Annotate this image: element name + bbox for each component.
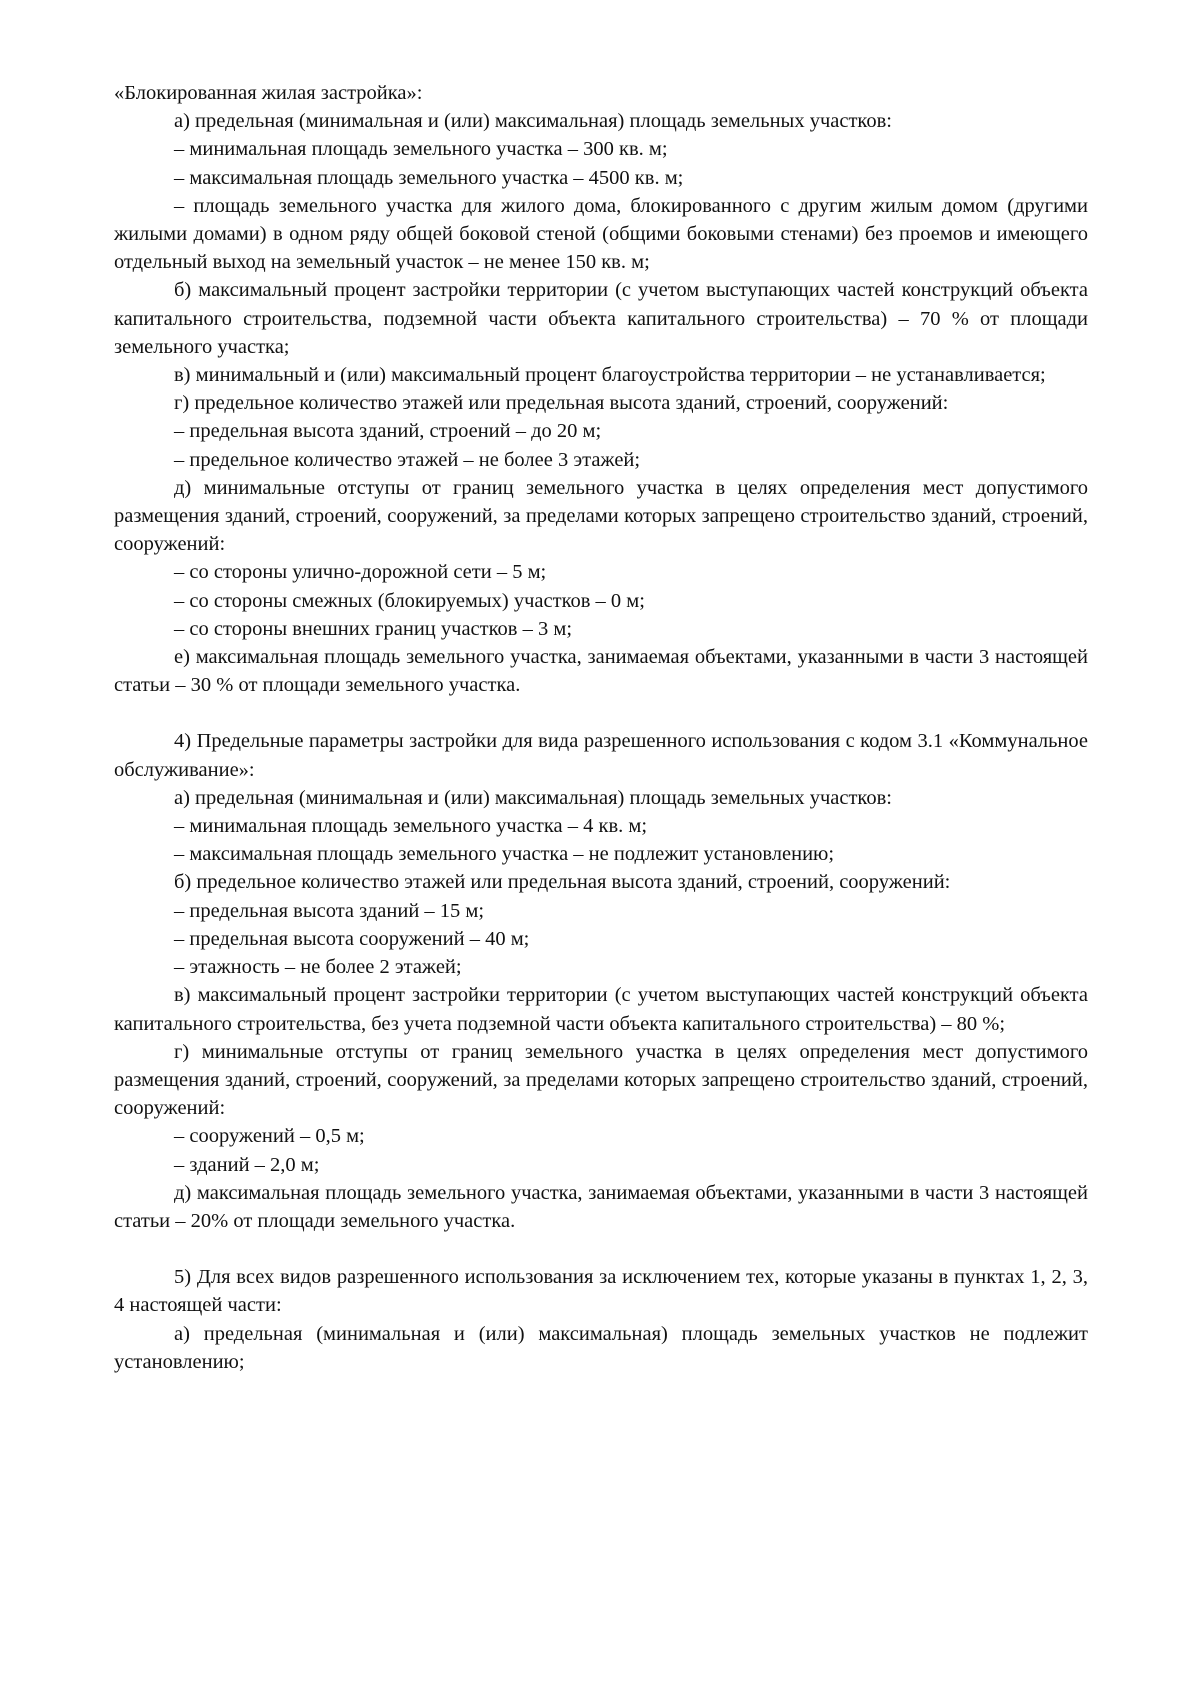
item-floors-limit: – предельное количество этажей – не более 3 этажей; [174, 448, 641, 471]
section-gap [114, 1235, 1088, 1263]
s4-paragraph-a-area: а) предельная (минимальная и (или) максимальная) площадь земельных участков: [174, 786, 892, 809]
section-gap [114, 699, 1088, 727]
s4-item-storeys: – этажность – не более 2 этажей; [174, 956, 462, 979]
s4-item-min-area: – минимальная площадь земельного участка – 4 кв. м; [174, 815, 648, 838]
s4-item-structure-height: – предельная высота сооружений – 40 м; [174, 927, 530, 950]
s4-item-setback-structures: – сооружений – 0,5 м; [174, 1125, 365, 1148]
paragraph-v-landscaping: в) минимальный и (или) максимальный процент благоустройства территории – не устанавливается; [174, 364, 1046, 387]
paragraph-e-max-area: е) максимальная площадь земельного участка, занимаемая объектами, указанными в части 3 настоящей статьи – 30 % от площади земельного участка. [114, 646, 1088, 697]
section-4-heading: 4) Предельные параметры застройки для вида разрешенного использования с кодом 3.1 «Коммунальное обслуживание»: [114, 730, 1088, 781]
item-setback-street: – со стороны улично-дорожной сети – 5 м; [174, 561, 547, 584]
item-height-limit: – предельная высота зданий, строений – до 20 м; [174, 420, 602, 443]
paragraph-a-area: а) предельная (минимальная и (или) максимальная) площадь земельных участков: [174, 110, 892, 133]
s4-item-setback-buildings: – зданий – 2,0 м; [174, 1153, 320, 1176]
item-min-area: – минимальная площадь земельного участка – 300 кв. м; [174, 138, 668, 161]
document-page [114, 79, 1088, 1376]
intro-line: «Блокированная жилая застройка»: [114, 82, 423, 104]
paragraph-d-setbacks: д) минимальные отступы от границ земельного участка в целях определения мест допустимого размещения зданий, строений, сооружений, за пределами которых запрещено строительство зданий, строений, сооружений: [114, 476, 1088, 556]
item-setback-external: – со стороны внешних границ участков – 3 м; [174, 617, 573, 640]
s4-paragraph-v-percent: в) максимальный процент застройки территории (с учетом выступающих частей конструкций объекта капитального строительства, без учета подземной части объекта капитального строительства) – 80 %; [114, 984, 1088, 1035]
paragraph-b-percent: б) максимальный процент застройки территории (с учетом выступающих частей конструкций объекта капитального строительства, подземной части объекта капитального строительства) – 70 % от площади земельного участка; [114, 279, 1088, 358]
item-max-area: – максимальная площадь земельного участка – 4500 кв. м; [174, 166, 684, 189]
s4-item-building-height: – предельная высота зданий – 15 м; [174, 899, 485, 922]
item-setback-adjacent: – со стороны смежных (блокируемых) участков – 0 м; [174, 589, 645, 612]
item-blocked-house-area: – площадь земельного участка для жилого дома, блокированного с другим жилым домом (другими жилыми домами) в одном ряду общей боковой стеной (общими боковыми стенами) без проемов и имеющего отдельный выход на земельный участок – не менее 150 кв. м; [114, 194, 1088, 274]
s4-paragraph-b-floors: б) предельное количество этажей или предельная высота зданий, строений, сооружений: [174, 871, 951, 894]
s4-item-max-area: – максимальная площадь земельного участка – не подлежит установлению; [174, 843, 835, 866]
s4-paragraph-g-setbacks: г) минимальные отступы от границ земельного участка в целях определения мест допустимого размещения зданий, строений, сооружений, за пределами которых запрещено строительство зданий, строений, сооружений: [114, 1040, 1088, 1120]
section-5-heading: 5) Для всех видов разрешенного использования за исключением тех, которые указаны в пунктах 1, 2, 3, 4 настоящей части: [114, 1266, 1088, 1317]
s5-paragraph-a-area: а) предельная (минимальная и (или) максимальная) площадь земельных участков не подлежит установлению; [114, 1322, 1088, 1373]
s4-paragraph-d-max-area: д) максимальная площадь земельного участка, занимаемая объектами, указанными в части 3 настоящей статьи – 20% от площади земельного участка. [114, 1181, 1088, 1232]
paragraph-g-floors: г) предельное количество этажей или предельная высота зданий, строений, сооружений: [174, 392, 949, 415]
